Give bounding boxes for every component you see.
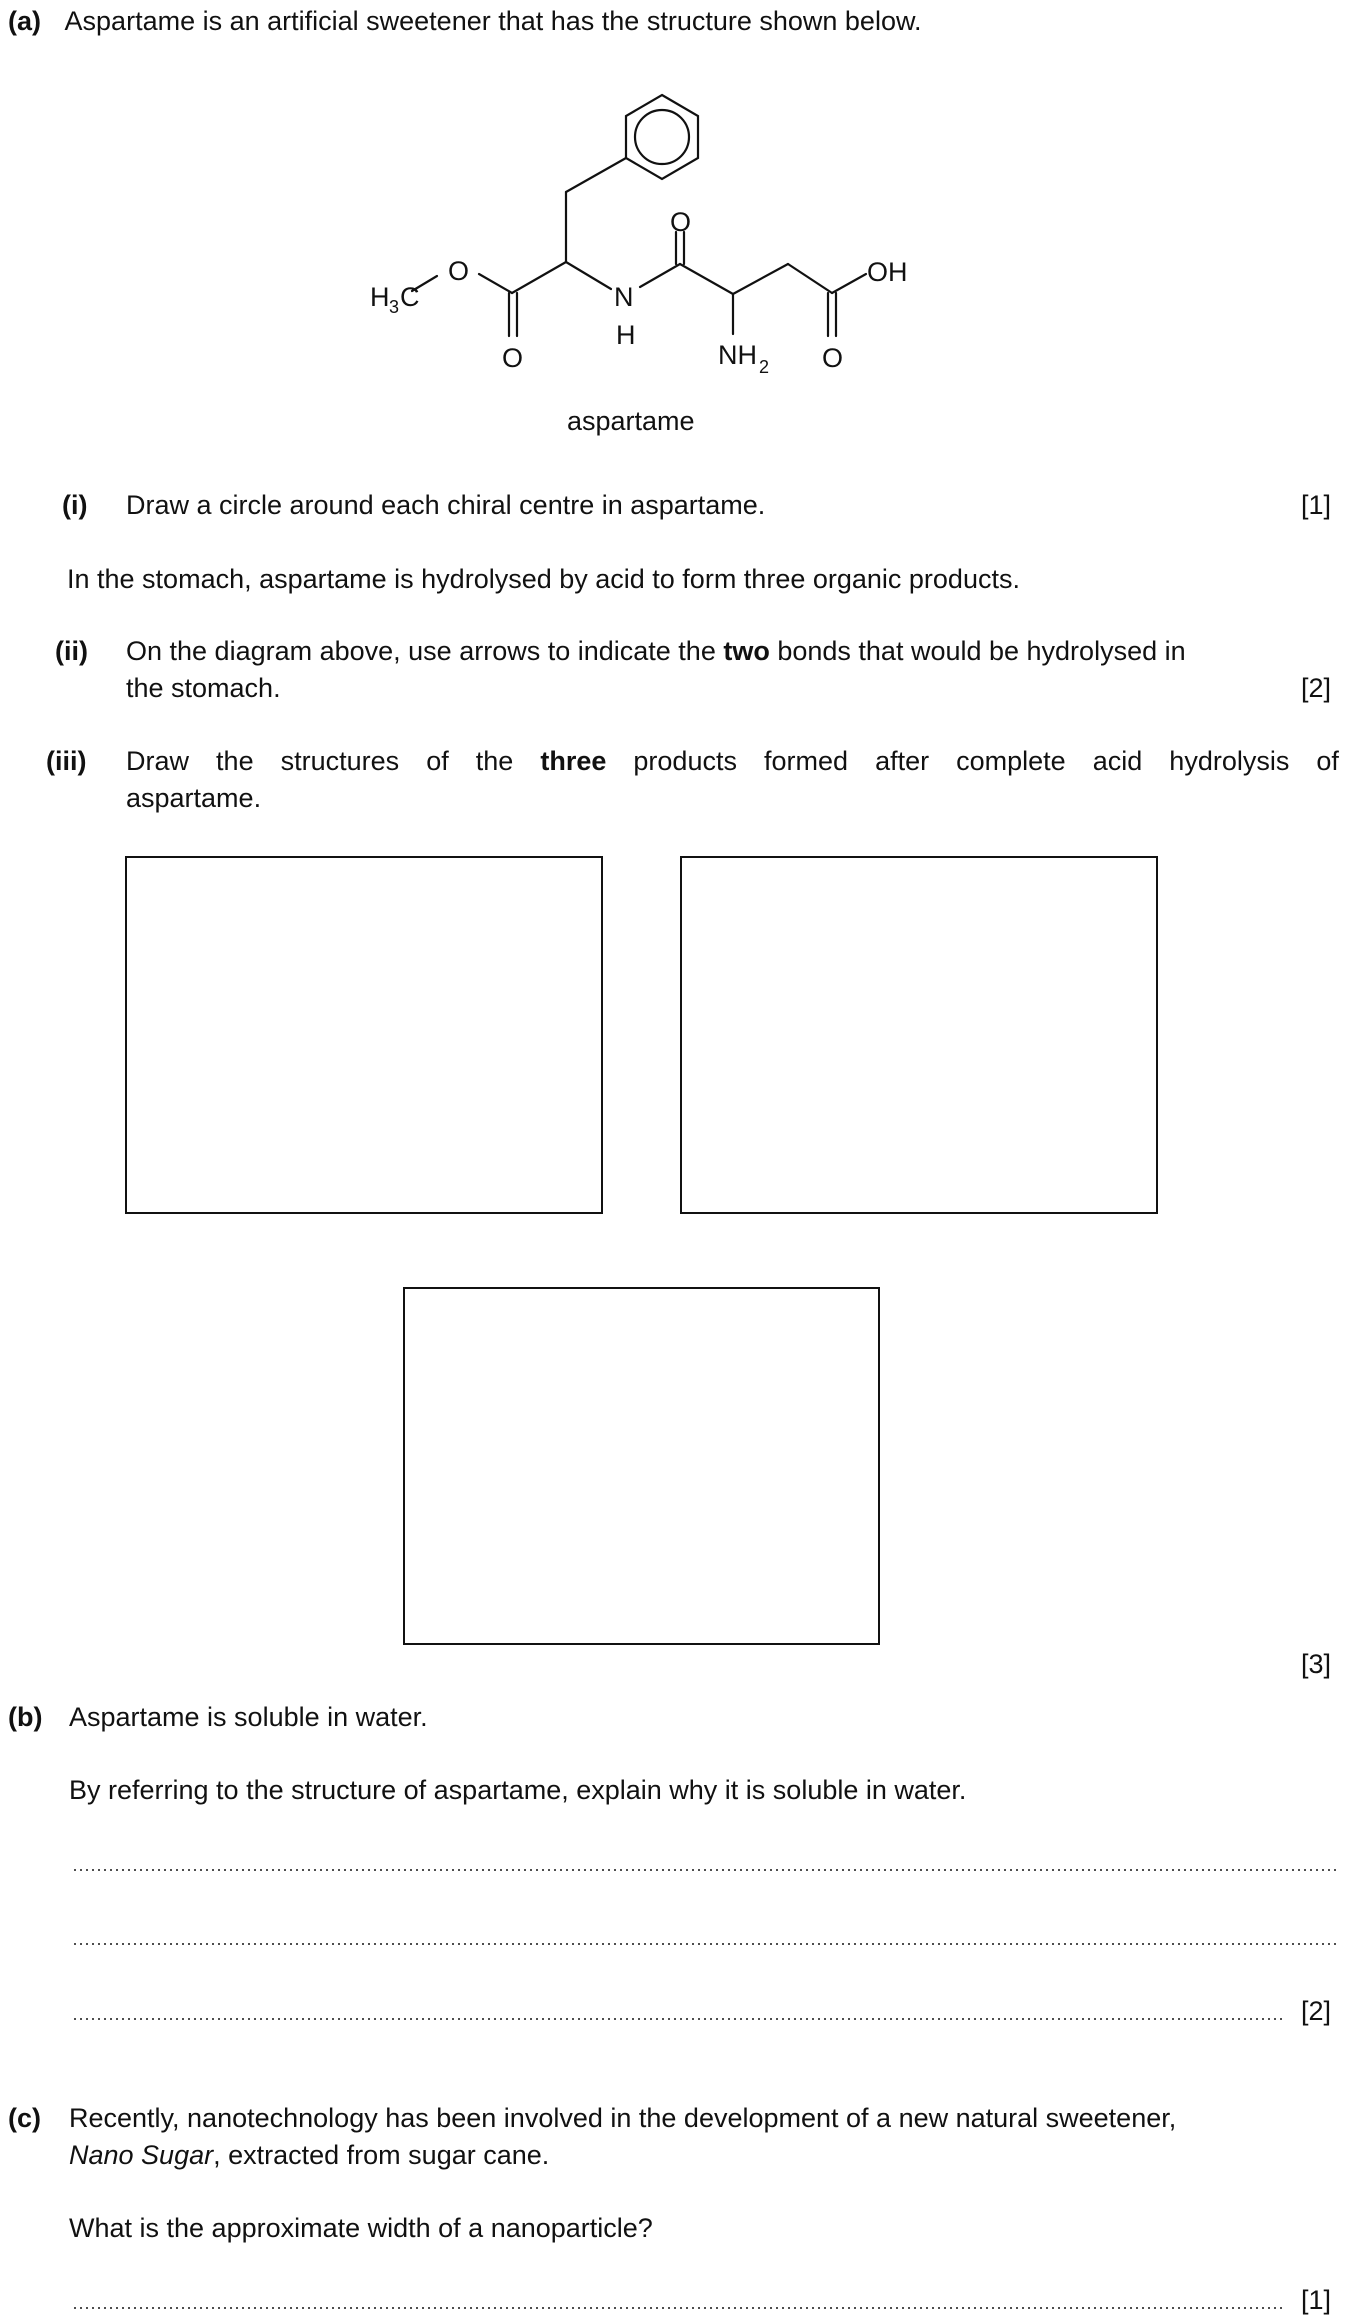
part-a-iii-line1 xyxy=(126,743,1339,780)
iii-word: complete xyxy=(956,746,1066,776)
benzene-aromatic-circle xyxy=(635,110,689,164)
part-c-line1: Recently, nanotechnology has been involved in the development of a new natural sweetener, xyxy=(69,2103,1177,2133)
part-a-iii-mark: [3] xyxy=(1301,1649,1332,1679)
part-a-iii-bold-three: three xyxy=(540,746,607,776)
part-a-ii-bold-two: two xyxy=(723,636,770,666)
atom-amide-n: N xyxy=(614,282,634,312)
part-a-iii-label: (iii) xyxy=(46,746,87,776)
benzene-ring xyxy=(626,95,698,179)
atom-acid-carbonyl-o: O xyxy=(822,343,844,373)
part-a-i-mark: [1] xyxy=(1301,490,1332,520)
part-c-question: What is the approximate width of a nanoparticle? xyxy=(69,2213,653,2243)
iii-word: of xyxy=(1316,746,1339,776)
part-a-iii-line2: aspartame. xyxy=(126,783,262,813)
iii-word: the xyxy=(216,746,254,776)
iii-word: Draw xyxy=(126,746,190,776)
iii-word: hydrolysis xyxy=(1169,746,1290,776)
atom-h3c-h: H xyxy=(370,282,390,312)
part-a-i-text: Draw a circle around each chiral centre in aspartame. xyxy=(126,490,766,520)
part-a-intro: Aspartame is an artificial sweetener that has the structure shown below. xyxy=(64,6,922,36)
aspartame-structure xyxy=(0,0,1347,450)
answer-line-b-2[interactable] xyxy=(72,1943,1337,1945)
part-a-ii-line2: the stomach. xyxy=(126,673,281,703)
iii-word: the xyxy=(475,746,514,776)
part-a-i-label: (i) xyxy=(62,490,88,520)
part-a-ii-label: (ii) xyxy=(55,636,88,666)
iii-word: after xyxy=(875,746,930,776)
nano-sugar-name: Nano Sugar xyxy=(69,2140,214,2170)
part-c-line2 xyxy=(69,2137,549,2174)
part-b-text1: Aspartame is soluble in water. xyxy=(69,1702,428,1732)
part-c-label: (c) xyxy=(8,2103,41,2133)
answer-line-c-1[interactable] xyxy=(72,2307,1282,2309)
atom-nh2-subscript: 2 xyxy=(759,357,770,377)
atom-amide-h: H xyxy=(616,320,636,350)
atom-ester-o: O xyxy=(448,256,470,286)
part-a-ii-line1-after: bonds that would be hydrolysed in xyxy=(769,636,1186,666)
iii-word: structures xyxy=(280,746,400,776)
part-b-text2: By referring to the structure of aspartame, explain why it is soluble in water. xyxy=(69,1775,967,1805)
iii-word: products xyxy=(633,746,737,776)
answer-box-product-2[interactable] xyxy=(680,856,1158,1214)
atom-ester-carbonyl-o: O xyxy=(502,343,524,373)
iii-word: of xyxy=(426,746,449,776)
atom-h3c-c: C xyxy=(400,282,420,312)
part-b-label: (b) xyxy=(8,1702,43,1732)
part-b-mark: [2] xyxy=(1301,1996,1332,2026)
answer-line-b-3[interactable] xyxy=(72,2018,1282,2020)
part-c-mark: [1] xyxy=(1301,2285,1332,2315)
part-c-line2-rest: , extracted from sugar cane. xyxy=(213,2140,550,2170)
part-a-ii-line1-before: On the diagram above, use arrows to indicate the xyxy=(126,636,724,666)
answer-box-product-1[interactable] xyxy=(125,856,603,1214)
atom-h3c-subscript: 3 xyxy=(389,297,400,317)
atom-acid-oh: OH xyxy=(867,257,908,287)
atom-nh: NH xyxy=(718,340,757,370)
iii-word: formed xyxy=(764,746,849,776)
iii-word: acid xyxy=(1092,746,1143,776)
answer-line-b-1[interactable] xyxy=(72,1869,1337,1871)
part-a-ii-line1 xyxy=(126,633,1186,670)
molecule-caption: aspartame xyxy=(567,406,695,436)
stomach-text: In the stomach, aspartame is hydrolysed by acid to form three organic products. xyxy=(67,564,1020,594)
atom-amide-carbonyl-o: O xyxy=(670,207,692,237)
part-a-ii-mark: [2] xyxy=(1301,673,1332,703)
answer-box-product-3[interactable] xyxy=(403,1287,880,1645)
part-a-label: (a) xyxy=(8,6,41,36)
